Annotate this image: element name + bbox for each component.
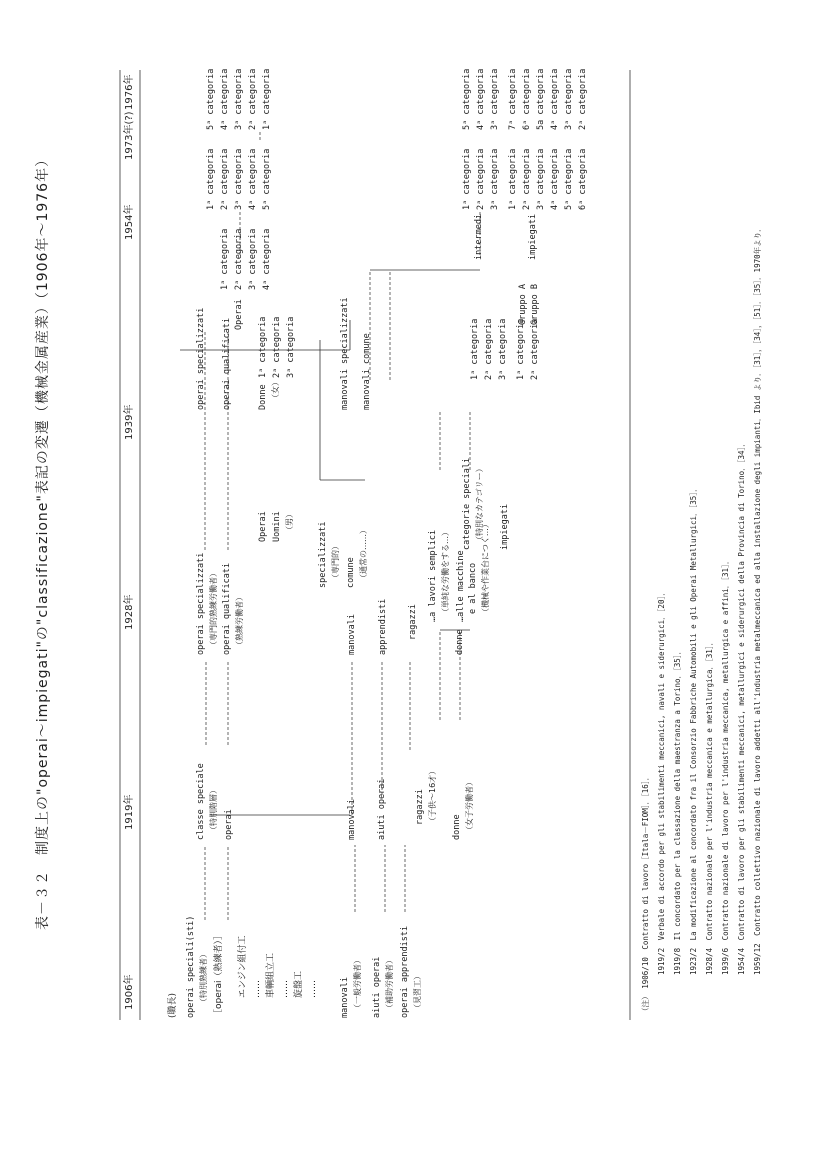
op-qual-1939: operai qualificati [222, 317, 232, 410]
cat1-1954-a: 1ᵃ categoria [516, 318, 526, 380]
year-1906: 1906年 [124, 974, 135, 1010]
operai-1939: Operai [258, 511, 268, 542]
sub-dots-3: …… [308, 980, 318, 998]
cat2-imp-1976: 2ᵃ categoria [578, 68, 588, 130]
donne-1919: donne [452, 814, 462, 840]
op-spec-1928: operai specializzati [196, 552, 206, 655]
cat2-1976: 2ᵃ categoria [248, 68, 258, 130]
cat4-1973: 4ᵃ categoria [248, 148, 258, 210]
aiuti-1919: aiuti operai [377, 778, 387, 840]
aiuti-1906: aiuti operai [372, 956, 382, 1018]
cat1-1954: 1ᵃ categoria [220, 228, 230, 290]
cat7-imp-1976: 7ᵃ categoria [508, 68, 518, 130]
impiegati-1973: impiegati [528, 213, 538, 260]
op-qual-1928: operai qualificati [222, 562, 232, 655]
note-line: 1959/12 Contratto collettivo nazionale di lavoro addetti all'industria metalmeccanica ed alla installazione degli impianti．Ibid より．［31］，［34］，［51］．［35］．1970年より． [753, 224, 762, 975]
cat6-imp-1973: 6ᵃ categoria [578, 148, 588, 210]
ragazzi-1919: ragazzi [415, 789, 425, 825]
intermedi-1973: intermedi [474, 213, 484, 260]
cat3-imp-1976: 3ᵃ categoria [564, 68, 574, 130]
note-line: （注） 1906/10 Contratto di lavoro［Itala－FIOM］．［16］． [641, 772, 650, 1015]
uomini-1939: Uomini [272, 511, 282, 542]
cat3-1939: 3ᵃ categoria [286, 316, 296, 378]
lavori-1928: …a lavori semplici [428, 529, 438, 622]
macchine-1928: …alle macchine [456, 550, 466, 622]
manovali-1919: manovali [347, 799, 357, 840]
sub-vehicle: 車輌組立工 [266, 952, 276, 998]
chief-label: (職長) [168, 992, 178, 1018]
spec-1928-jp: （専門的） [331, 542, 340, 582]
op-spec-1928-jp: （専門的熟練労働者） [209, 569, 218, 649]
gruppo-b-1954: Gruppo B [530, 284, 540, 325]
cat3-1939-b: 3ᵃ categoria [498, 318, 508, 380]
cat4-1976: 4ᵃ categoria [220, 68, 230, 130]
aiuti-1906-jp: （補助労働者） [385, 956, 394, 1012]
apprendisti-1906-jp: （見習工） [413, 972, 422, 1012]
banco-1928: e al banco [468, 562, 478, 614]
spec-1928: specializzati [318, 521, 328, 588]
year-1919: 1919年 [124, 794, 135, 830]
cat1-1939: 1ᵃ categoria [258, 316, 268, 378]
cat5-int-1976: 5ᵃ categoria [462, 68, 472, 130]
cat4-imp-1976: 4ᵃ categoria [550, 68, 560, 130]
cat5-1973: 5ᵃ categoria [262, 148, 272, 210]
cat4-int-1976: 4ᵃ categoria [476, 68, 486, 130]
cat2-1954-a: 2ᵃ categoria [530, 318, 540, 380]
year-1976: 1976年 [124, 74, 135, 110]
ragazzi-1928: ragazzi [408, 604, 418, 640]
year-1973: 1973年(?) [124, 111, 135, 160]
note-line: 1923/2 La modificazione al concordato fra il Consorzio Fabbriche Automobili e gli Operai Metallurgici．［35］． [689, 484, 698, 975]
cat1-imp-1973: 1ᵃ categoria [508, 148, 518, 210]
comune-1928-jp: （通常の……） [359, 526, 368, 582]
operai-1954: Operai [234, 299, 244, 330]
cat1-1976: 1ᵃ categoria [262, 68, 272, 130]
donne-1928: donne [455, 629, 465, 655]
year-1928: 1928年 [124, 594, 135, 630]
sub-dots-2: …… [280, 980, 290, 998]
cat3-int-1976: 3ᵃ categoria [490, 68, 500, 130]
cat5a-imp-1976: 5a categoria [536, 68, 546, 130]
donne-1919-jp: （女子労働者） [465, 778, 474, 834]
note-line: 1919/2 Verbale di accordo per gli stabilimenti meccanici, navali e siderurgici．［20］． [657, 588, 666, 975]
sub-engine: エンジン組付工 [238, 935, 248, 998]
cat5-1976: 5ᵃ categoria [206, 68, 216, 130]
cat2-1939: 2ᵃ categoria [272, 316, 282, 378]
sub-lathe: 旋盤工 [294, 970, 304, 998]
man-com-1939: manovali comune [362, 333, 372, 410]
cat2-1954: 2ᵃ categoria [234, 228, 244, 290]
cat1-int-1973: 1ᵃ categoria [462, 148, 472, 210]
cat5-imp-1973: 5ᵃ categoria [564, 148, 574, 210]
cat2-1939-b: 2ᵃ categoria [484, 318, 494, 380]
cat2-imp-1973: 2ᵃ categoria [522, 148, 532, 210]
cat1-1973: 1ᵃ categoria [206, 148, 216, 210]
cat4-1954: 4ᵃ categoria [262, 228, 272, 290]
gruppo-a-1954: Gruppo A [518, 284, 528, 325]
impiegati-1939: impiegati [500, 503, 510, 550]
operai-speciali-1906-jp: （特別熟練者） [199, 950, 208, 1006]
classe-speciale-1919-jp: （特別階層） [209, 786, 218, 834]
manovali-1928: manovali [347, 614, 357, 655]
note-line: 1919/8 Il concordato per la classazione della maestranza a Torino．［35］． [673, 646, 682, 975]
op-qual-1928-jp: （熟練労働者） [235, 593, 244, 649]
manovali-1906-jp: （一般労働者） [353, 956, 362, 1012]
donne-1939: Donne [258, 384, 268, 410]
cat2-int-1973: 2ᵃ categoria [476, 148, 486, 210]
donne-1939-jp: （女） [271, 378, 280, 402]
page-title: 表－３２ 制度上の"operai～impiegati"の"classificazione"表記の変遷（機械金属産業）（1906年～1976年） [35, 151, 51, 930]
apprendisti-1906: operai apprendisti [400, 925, 410, 1018]
cat3-1973: 3ᵃ categoria [234, 148, 244, 210]
year-1954: 1954年 [124, 204, 135, 240]
classe-speciale-1919: classe speciale [196, 763, 206, 840]
cat3-1954: 3ᵃ categoria [248, 228, 258, 290]
cat4-imp-1973: 4ᵃ categoria [550, 148, 560, 210]
apprendisti-1928: apprendisti [378, 598, 388, 655]
man-spec-1939: manovali specializzati [340, 297, 350, 410]
year-1939: 1939年 [124, 404, 135, 440]
cat1-1939-b: 1ᵃ categoria [470, 318, 480, 380]
op-spec-1939: operai specializzati [196, 307, 206, 410]
cat-spec-1939: categorie speciali [462, 457, 472, 550]
note-line: 1954/4 Contratto di lavoro per gli stabilimenti meccanici, metallurgici e siderurgici della Provincia di Torino．［34］． [737, 439, 746, 975]
uomini-1939-jp: （男） [285, 510, 294, 534]
operai-speciali-1906: operai speciali(sti) [186, 915, 196, 1018]
note-line: 1928/4 Contratto nazionale per l'industria meccanica e metallurgica．［31］． [705, 637, 714, 975]
sub-dots-1: …… [252, 980, 262, 998]
lavori-1928-jp: （単純な労働をする…） [441, 528, 450, 616]
comune-1928: comune [346, 557, 356, 588]
note-line: 1939/6 Contratto nazionale di lavoro per l'industria meccanica, metallurgica e affini．［31］． [721, 556, 730, 975]
ragazzi-1919-jp: （子供～16才） [428, 766, 437, 825]
cat-spec-1939-jp: （特別なカテゴリー） [475, 464, 484, 544]
macchine-1928-jp: （機械や作業台につく…） [481, 520, 490, 616]
operai-1919: operai [224, 809, 234, 840]
cat3-imp-1973: 3ᵃ categoria [536, 148, 546, 210]
cat6-imp-1976: 6ᵃ categoria [522, 68, 532, 130]
cat3-int-1973: 3ᵃ categoria [490, 148, 500, 210]
cat3-1976: 3ᵃ categoria [234, 68, 244, 130]
operai-1906: ［operai（熟練者）］ [214, 931, 224, 1018]
manovali-1906: manovali [340, 977, 350, 1018]
cat2-1973: 2ᵃ categoria [220, 148, 230, 210]
